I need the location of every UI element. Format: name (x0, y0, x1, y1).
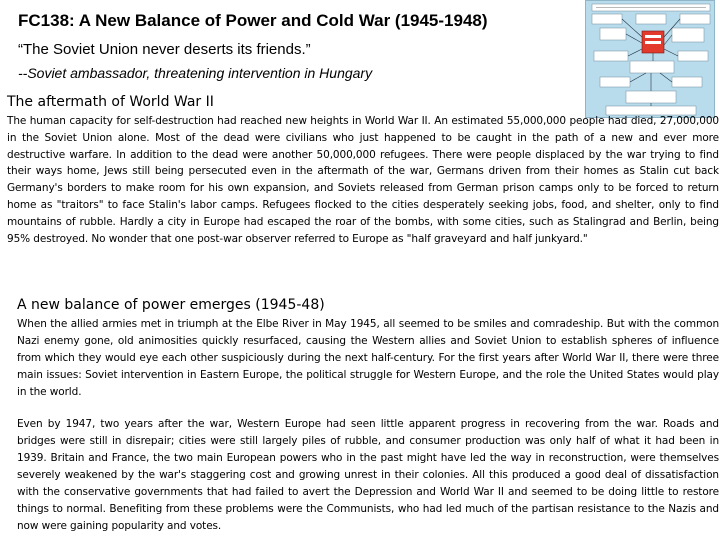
section-heading-aftermath: The aftermath of World War II (7, 94, 214, 110)
epigraph-quote: “The Soviet Union never deserts its friends.” (18, 41, 311, 58)
page-title: FC138: A New Balance of Power and Cold War (1945-1948) (18, 11, 488, 30)
epigraph-attribution: --Soviet ambassador, threatening intervention in Hungary (18, 65, 373, 81)
section-heading-balance-of-power: A new balance of power emerges (1945-48) (17, 297, 325, 313)
chart-thumbnail (585, 0, 715, 118)
paragraph-balance-of-power-1: When the allied armies met in triumph at the Elbe River in May 1945, all seemed to be smiles and comradeship. But with the common Nazi enemy gone, old animosities quickly resurfaced, causing the Western allies and Soviet Union to establish spheres of influence from which they would eye each other suspiciously during the next half-century. For the first years after World War II, there were three main issues: Soviet intervention in Eastern Europe, the political struggle for Western Europe, and the role the United States would play in the world. (17, 318, 719, 398)
chart-thumbnail-icon (586, 1, 715, 118)
paragraph-aftermath: The human capacity for self-destruction had reached new heights in World War II. An estimated 55,000,000 people had died, 27,000,000 in the Soviet Union alone. Most of the dead were civilians who just happened to be caught in the path of a new and ever more destructive warfare. In addition to the dead were another 50,000,000 refugees. There were people displaced by the war trying to find their ways home, Jews still being persecuted even in the aftermath of the war, Germans driven from their homes as Stalin cut back Germany's borders to make room for his own expansion, and Soviets released from German prison camps only to be forced to return home as "traitors" to face Stalin's labor camps. Refugees flocked to the cities desperately seeking jobs, food, and shelter, only to find mountains of rubble. Hardly a city in Europe had escaped the roar of the bombs, with some cities, such as Stalingrad and Berlin, being 95% destroyed. No wonder that one post-war observer referred to Europe as "half graveyard and half junkyard." (7, 115, 719, 245)
paragraph-balance-of-power-2: Even by 1947, two years after the war, Western Europe had seen little apparent progress in recovering from the war. Roads and bridges were still in disrepair; cities were still largely piles of rubble, and consumer production was only half of what it had been in 1939. Britain and France, the two main European powers who in the past might have led the way in reconstruction, were themselves severely weakened by the war's staggering cost and growing unrest in their colonies. All this produced a good deal of dissatisfaction with the conservative governments that had failed to avert the Depression and World War II and seemed to be doing little to restore things to normal. Benefiting from these problems were the Communists, who had led much of the partisan resistance to the Nazis and now were gaining popularity and votes. (17, 418, 719, 532)
